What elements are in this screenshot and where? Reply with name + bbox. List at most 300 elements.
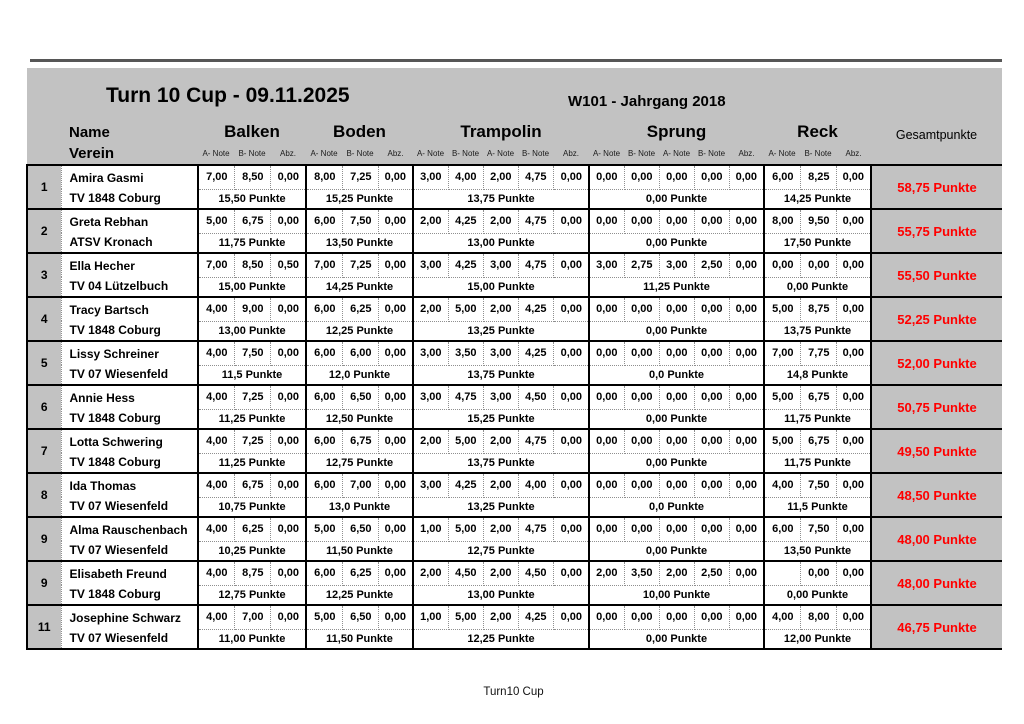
score-cell: 5,00 (448, 429, 483, 453)
score-cell: 4,50 (518, 385, 553, 409)
score-cell: 0,00 (836, 385, 871, 409)
rank-cell: 9 (27, 517, 61, 561)
score-cell: 0,00 (836, 605, 871, 629)
competitor-score-row (27, 253, 1002, 277)
score-cell: 6,75 (234, 209, 270, 233)
score-cell: 5,00 (198, 209, 234, 233)
apparatus-sum-cell: 0,00 Punkte (764, 277, 871, 297)
apparatus-sum-cell: 13,75 Punkte (413, 189, 589, 209)
subcol-header-sprung-0: A- Note (589, 145, 624, 165)
score-cell: 7,25 (234, 385, 270, 409)
total-points-cell: 49,50 Punkte (871, 429, 1002, 473)
score-cell: 4,00 (198, 297, 234, 321)
rank-cell: 7 (27, 429, 61, 473)
score-cell: 4,25 (448, 209, 483, 233)
subcol-header-reck-0: A- Note (764, 145, 800, 165)
score-cell: 3,00 (413, 165, 448, 189)
score-cell: 0,00 (764, 253, 800, 277)
apparatus-sum-cell: 12,25 Punkte (413, 629, 589, 649)
score-cell: 0,00 (729, 385, 764, 409)
score-cell: 0,00 (659, 341, 694, 365)
subcol-header-sprung-1: B- Note (624, 145, 659, 165)
apparatus-header-balken: Balken (198, 118, 306, 145)
name-club-cell (61, 341, 198, 385)
apparatus-sum-cell: 13,00 Punkte (413, 585, 589, 605)
score-cell: 0,00 (270, 297, 306, 321)
score-cell: 0,00 (624, 517, 659, 541)
score-cell: 8,75 (800, 297, 836, 321)
score-cell: 0,00 (729, 297, 764, 321)
score-cell: 0,00 (589, 429, 624, 453)
score-cell: 2,00 (483, 517, 518, 541)
competitor-name: Annie Hess (69, 391, 135, 405)
score-cell: 0,00 (836, 297, 871, 321)
apparatus-sum-cell: 11,5 Punkte (198, 365, 306, 385)
score-cell: 0,00 (270, 429, 306, 453)
apparatus-sum-cell: 15,50 Punkte (198, 189, 306, 209)
score-cell: 3,00 (659, 253, 694, 277)
score-cell: 4,25 (518, 297, 553, 321)
score-cell: 7,00 (234, 605, 270, 629)
score-cell: 7,00 (342, 473, 378, 497)
score-cell: 0,00 (589, 341, 624, 365)
score-cell: 3,00 (483, 385, 518, 409)
rank-cell: 8 (27, 473, 61, 517)
apparatus-sum-cell: 0,00 Punkte (589, 453, 764, 473)
score-cell: 5,00 (448, 517, 483, 541)
score-cell: 0,00 (378, 165, 413, 189)
score-cell: 8,75 (234, 561, 270, 585)
score-cell: 6,00 (306, 561, 342, 585)
score-cell: 0,00 (836, 429, 871, 453)
apparatus-sum-cell: 12,75 Punkte (198, 585, 306, 605)
score-cell: 6,75 (342, 429, 378, 453)
apparatus-sum-cell: 11,00 Punkte (198, 629, 306, 649)
competitor-name: Greta Rebhan (69, 215, 149, 229)
score-cell: 5,00 (764, 385, 800, 409)
score-cell: 0,00 (659, 209, 694, 233)
total-column-header: Gesamtpunkte (871, 118, 1002, 165)
score-cell: 3,00 (413, 473, 448, 497)
score-cell: 0,00 (270, 473, 306, 497)
score-cell: 0,00 (553, 561, 589, 585)
score-cell: 0,00 (694, 385, 729, 409)
score-cell: 2,50 (694, 561, 729, 585)
score-cell: 7,00 (306, 253, 342, 277)
apparatus-header-trampolin: Trampolin (413, 118, 589, 145)
rank-cell: 5 (27, 341, 61, 385)
apparatus-sum-cell: 13,50 Punkte (764, 541, 871, 561)
score-cell: 0,00 (270, 517, 306, 541)
score-cell: 9,50 (800, 209, 836, 233)
competitor-club: TV 04 Lützelbuch (69, 279, 169, 293)
subcol-header-balken-0: A- Note (198, 145, 234, 165)
score-cell: 4,00 (764, 473, 800, 497)
apparatus-sum-cell: 12,25 Punkte (306, 585, 413, 605)
score-cell: 0,00 (378, 561, 413, 585)
total-points-cell: 48,50 Punkte (871, 473, 1002, 517)
score-cell: 0,00 (836, 341, 871, 365)
table-header (27, 68, 1002, 165)
competitor-score-row (27, 605, 1002, 629)
score-cell: 0,00 (270, 385, 306, 409)
apparatus-sum-cell: 11,50 Punkte (306, 541, 413, 561)
score-cell: 6,00 (306, 385, 342, 409)
subcol-header-reck-2: Abz. (836, 145, 871, 165)
score-cell: 0,00 (624, 385, 659, 409)
rank-cell: 6 (27, 385, 61, 429)
name-club-cell (61, 165, 198, 209)
apparatus-sum-cell: 10,00 Punkte (589, 585, 764, 605)
score-cell: 0,00 (624, 473, 659, 497)
competitor-score-row (27, 473, 1002, 497)
score-cell: 5,00 (306, 517, 342, 541)
rank-cell: 11 (27, 605, 61, 649)
score-cell: 2,00 (483, 429, 518, 453)
score-cell: 0,00 (589, 209, 624, 233)
apparatus-sum-cell: 0,00 Punkte (589, 629, 764, 649)
page-title: Turn 10 Cup - 09.11.2025 (106, 84, 350, 107)
score-cell: 6,00 (306, 341, 342, 365)
apparatus-sum-cell: 11,25 Punkte (198, 453, 306, 473)
apparatus-sum-cell: 11,75 Punkte (764, 453, 871, 473)
score-cell: 0,00 (589, 165, 624, 189)
score-cell: 0,00 (589, 297, 624, 321)
apparatus-sum-cell: 13,50 Punkte (306, 233, 413, 253)
apparatus-sum-cell: 0,00 Punkte (589, 189, 764, 209)
subcol-header-reck-1: B- Note (800, 145, 836, 165)
subcol-header-boden-1: B- Note (342, 145, 378, 165)
score-cell: 7,50 (342, 209, 378, 233)
score-cell: 3,00 (413, 385, 448, 409)
total-points-cell: 58,75 Punkte (871, 165, 1002, 209)
score-cell: 0,00 (553, 165, 589, 189)
score-cell: 6,00 (342, 341, 378, 365)
competitor-club: TV 07 Wiesenfeld (69, 499, 169, 513)
score-cell: 7,00 (198, 253, 234, 277)
score-cell: 2,75 (624, 253, 659, 277)
score-cell: 2,00 (413, 429, 448, 453)
score-cell: 0,00 (624, 429, 659, 453)
competitor-club: TV 07 Wiesenfeld (69, 631, 169, 645)
score-cell: 2,00 (413, 561, 448, 585)
total-points-cell: 55,50 Punkte (871, 253, 1002, 297)
score-cell: 0,00 (378, 473, 413, 497)
score-cell: 5,00 (448, 297, 483, 321)
score-cell: 0,00 (624, 341, 659, 365)
competitor-name: Elisabeth Freund (69, 567, 167, 581)
score-cell: 0,00 (270, 165, 306, 189)
score-cell: 0,00 (836, 209, 871, 233)
apparatus-sum-cell: 11,25 Punkte (198, 409, 306, 429)
score-cell: 4,25 (518, 341, 553, 365)
results-body (27, 165, 1002, 649)
score-cell: 5,00 (764, 297, 800, 321)
apparatus-header-boden: Boden (306, 118, 413, 145)
score-cell: 0,00 (378, 429, 413, 453)
apparatus-sum-cell: 0,0 Punkte (589, 365, 764, 385)
apparatus-sum-cell: 15,25 Punkte (306, 189, 413, 209)
total-points-cell: 50,75 Punkte (871, 385, 1002, 429)
competitor-score-row (27, 165, 1002, 189)
score-cell: 3,00 (413, 253, 448, 277)
score-cell: 0,00 (624, 605, 659, 629)
score-cell: 0,00 (694, 297, 729, 321)
score-cell: 0,00 (729, 517, 764, 541)
name-club-cell (61, 605, 198, 649)
competitor-name: Josephine Schwarz (69, 611, 181, 625)
competitor-score-row (27, 297, 1002, 321)
rank-cell: 2 (27, 209, 61, 253)
score-cell: 0,00 (694, 209, 729, 233)
score-cell: 2,00 (483, 165, 518, 189)
score-cell: 0,00 (553, 517, 589, 541)
apparatus-sum-cell: 0,0 Punkte (589, 497, 764, 517)
score-cell: 7,00 (198, 165, 234, 189)
apparatus-header-reck: Reck (764, 118, 871, 145)
total-points-cell: 48,00 Punkte (871, 561, 1002, 605)
score-cell: 0,00 (378, 253, 413, 277)
score-cell: 4,00 (198, 385, 234, 409)
score-cell: 0,00 (553, 385, 589, 409)
score-cell: 0,00 (553, 253, 589, 277)
name-column-header (27, 118, 198, 165)
score-cell: 4,00 (518, 473, 553, 497)
score-cell: 6,25 (342, 297, 378, 321)
score-cell: 2,00 (413, 297, 448, 321)
score-cell: 2,00 (483, 473, 518, 497)
total-points-cell: 52,25 Punkte (871, 297, 1002, 341)
score-cell: 4,00 (764, 605, 800, 629)
competitor-club: TV 07 Wiesenfeld (69, 543, 169, 557)
score-cell: 0,00 (270, 605, 306, 629)
score-cell: 0,00 (378, 209, 413, 233)
score-cell: 6,00 (764, 517, 800, 541)
score-cell: 0,00 (836, 253, 871, 277)
score-cell: 0,00 (836, 473, 871, 497)
competitor-score-row (27, 385, 1002, 409)
score-cell: 0,00 (659, 605, 694, 629)
score-cell: 4,50 (448, 561, 483, 585)
competitor-club: TV 1848 Coburg (69, 411, 161, 425)
subcol-header-sprung-4: Abz. (729, 145, 764, 165)
competitor-name: Lissy Schreiner (69, 347, 159, 361)
score-cell: 4,25 (518, 605, 553, 629)
score-cell: 0,00 (729, 165, 764, 189)
score-cell: 0,00 (836, 561, 871, 585)
score-cell: 0,00 (659, 429, 694, 453)
score-cell: 3,00 (589, 253, 624, 277)
score-cell: 0,00 (589, 385, 624, 409)
rank-cell: 9 (27, 561, 61, 605)
apparatus-sum-cell: 10,25 Punkte (198, 541, 306, 561)
score-cell: 0,00 (378, 341, 413, 365)
score-cell: 8,00 (306, 165, 342, 189)
score-cell: 0,00 (378, 385, 413, 409)
score-cell: 0,00 (553, 209, 589, 233)
score-cell: 7,25 (342, 165, 378, 189)
score-cell: 6,00 (306, 209, 342, 233)
apparatus-sum-cell: 13,00 Punkte (413, 233, 589, 253)
score-cell: 8,25 (800, 165, 836, 189)
subcol-header-sprung-2: A- Note (659, 145, 694, 165)
score-cell: 6,75 (800, 385, 836, 409)
subcol-header-trampolin-4: Abz. (553, 145, 589, 165)
score-cell: 2,00 (483, 209, 518, 233)
competitor-name: Ida Thomas (69, 479, 137, 493)
score-cell: 4,75 (518, 165, 553, 189)
rank-cell: 1 (27, 165, 61, 209)
score-cell: 7,50 (800, 473, 836, 497)
score-cell: 0,00 (729, 473, 764, 497)
score-cell: 0,00 (624, 297, 659, 321)
apparatus-sum-cell: 13,25 Punkte (413, 321, 589, 341)
score-cell: 0,00 (694, 605, 729, 629)
competitor-club: TV 1848 Coburg (69, 191, 161, 205)
score-cell: 1,00 (413, 605, 448, 629)
score-cell: 4,00 (198, 429, 234, 453)
score-cell: 2,00 (483, 297, 518, 321)
apparatus-sum-cell: 13,75 Punkte (413, 453, 589, 473)
score-cell: 0,00 (589, 473, 624, 497)
score-cell: 0,00 (729, 341, 764, 365)
results-table (26, 68, 1002, 650)
apparatus-sum-cell: 13,00 Punkte (198, 321, 306, 341)
apparatus-sum-cell: 14,25 Punkte (764, 189, 871, 209)
subcol-header-sprung-3: B- Note (694, 145, 729, 165)
name-club-cell (61, 385, 198, 429)
apparatus-sum-cell: 11,5 Punkte (764, 497, 871, 517)
score-cell: 6,75 (234, 473, 270, 497)
apparatus-sum-cell: 12,0 Punkte (306, 365, 413, 385)
score-cell: 3,00 (413, 341, 448, 365)
score-cell: 0,00 (729, 429, 764, 453)
competitor-club: TV 1848 Coburg (69, 323, 161, 337)
total-points-cell: 46,75 Punkte (871, 605, 1002, 649)
score-cell: 6,50 (342, 385, 378, 409)
score-cell: 4,50 (518, 561, 553, 585)
score-cell: 2,00 (483, 605, 518, 629)
apparatus-sum-cell: 0,00 Punkte (764, 585, 871, 605)
apparatus-sum-cell: 0,00 Punkte (589, 321, 764, 341)
competitor-name: Tracy Bartsch (69, 303, 149, 317)
apparatus-sum-cell: 12,25 Punkte (306, 321, 413, 341)
score-cell: 8,00 (764, 209, 800, 233)
apparatus-sum-cell: 15,00 Punkte (413, 277, 589, 297)
score-cell: 0,00 (729, 209, 764, 233)
score-cell: 0,00 (729, 253, 764, 277)
score-cell: 7,50 (234, 341, 270, 365)
apparatus-sum-cell: 10,75 Punkte (198, 497, 306, 517)
score-cell: 0,00 (836, 517, 871, 541)
name-club-cell (61, 209, 198, 253)
score-cell: 0,00 (694, 341, 729, 365)
score-cell: 3,50 (448, 341, 483, 365)
score-cell: 0,00 (659, 517, 694, 541)
apparatus-sum-cell: 13,75 Punkte (764, 321, 871, 341)
score-cell: 0,00 (694, 517, 729, 541)
score-cell: 4,75 (448, 385, 483, 409)
title-row (27, 68, 1002, 118)
total-points-cell: 48,00 Punkte (871, 517, 1002, 561)
score-cell: 5,00 (306, 605, 342, 629)
score-cell: 9,00 (234, 297, 270, 321)
competitor-name: Ella Hecher (69, 259, 135, 273)
apparatus-sum-cell: 11,50 Punkte (306, 629, 413, 649)
total-points-cell: 55,75 Punkte (871, 209, 1002, 253)
score-cell: 4,75 (518, 209, 553, 233)
score-cell: 4,75 (518, 253, 553, 277)
score-cell: 0,00 (378, 605, 413, 629)
subcol-header-trampolin-0: A- Note (413, 145, 448, 165)
score-cell: 4,75 (518, 429, 553, 453)
rank-cell: 3 (27, 253, 61, 297)
score-cell: 7,50 (800, 517, 836, 541)
score-cell: 6,75 (800, 429, 836, 453)
score-cell: 4,00 (198, 605, 234, 629)
competitor-name: Lotta Schwering (69, 435, 163, 449)
score-cell: 0,00 (694, 165, 729, 189)
score-cell: 7,25 (342, 253, 378, 277)
apparatus-sum-cell: 12,75 Punkte (306, 453, 413, 473)
apparatus-sum-cell: 13,0 Punkte (306, 497, 413, 517)
score-cell: 7,00 (764, 341, 800, 365)
score-cell: 4,00 (198, 341, 234, 365)
score-cell: 7,25 (234, 429, 270, 453)
apparatus-sum-cell: 12,00 Punkte (764, 629, 871, 649)
score-cell: 6,00 (306, 473, 342, 497)
score-cell: 4,25 (448, 473, 483, 497)
competitor-score-row (27, 209, 1002, 233)
score-cell: 0,00 (553, 605, 589, 629)
name-club-cell (61, 561, 198, 605)
score-cell: 0,00 (659, 473, 694, 497)
competitor-name: Alma Rauschenbach (69, 523, 188, 537)
name-club-cell (61, 473, 198, 517)
score-cell: 0,00 (659, 297, 694, 321)
apparatus-sum-cell: 14,8 Punkte (764, 365, 871, 385)
rank-cell: 4 (27, 297, 61, 341)
apparatus-sum-cell: 15,25 Punkte (413, 409, 589, 429)
score-cell: 0,00 (378, 517, 413, 541)
score-cell: 0,00 (624, 209, 659, 233)
score-cell: 7,75 (800, 341, 836, 365)
score-cell: 0,00 (553, 473, 589, 497)
apparatus-sum-cell: 12,75 Punkte (413, 541, 589, 561)
subcol-header-trampolin-2: A- Note (483, 145, 518, 165)
total-points-cell: 52,00 Punkte (871, 341, 1002, 385)
score-cell: 0,00 (800, 253, 836, 277)
score-cell: 5,00 (764, 429, 800, 453)
apparatus-sum-cell: 0,00 Punkte (589, 541, 764, 561)
score-cell: 6,25 (234, 517, 270, 541)
score-cell: 0,00 (553, 341, 589, 365)
score-cell: 0,00 (624, 165, 659, 189)
name-club-cell (61, 517, 198, 561)
subcol-header-boden-0: A- Note (306, 145, 342, 165)
competitor-name: Amira Gasmi (69, 171, 144, 185)
apparatus-sum-cell: 17,50 Punkte (764, 233, 871, 253)
score-cell: 0,00 (270, 209, 306, 233)
name-club-cell (61, 429, 198, 473)
name-club-cell (61, 297, 198, 341)
apparatus-sum-cell: 12,50 Punkte (306, 409, 413, 429)
score-cell: 2,50 (694, 253, 729, 277)
score-cell: 4,75 (518, 517, 553, 541)
subcol-header-boden-2: Abz. (378, 145, 413, 165)
score-cell: 8,00 (800, 605, 836, 629)
score-cell: 6,50 (342, 517, 378, 541)
